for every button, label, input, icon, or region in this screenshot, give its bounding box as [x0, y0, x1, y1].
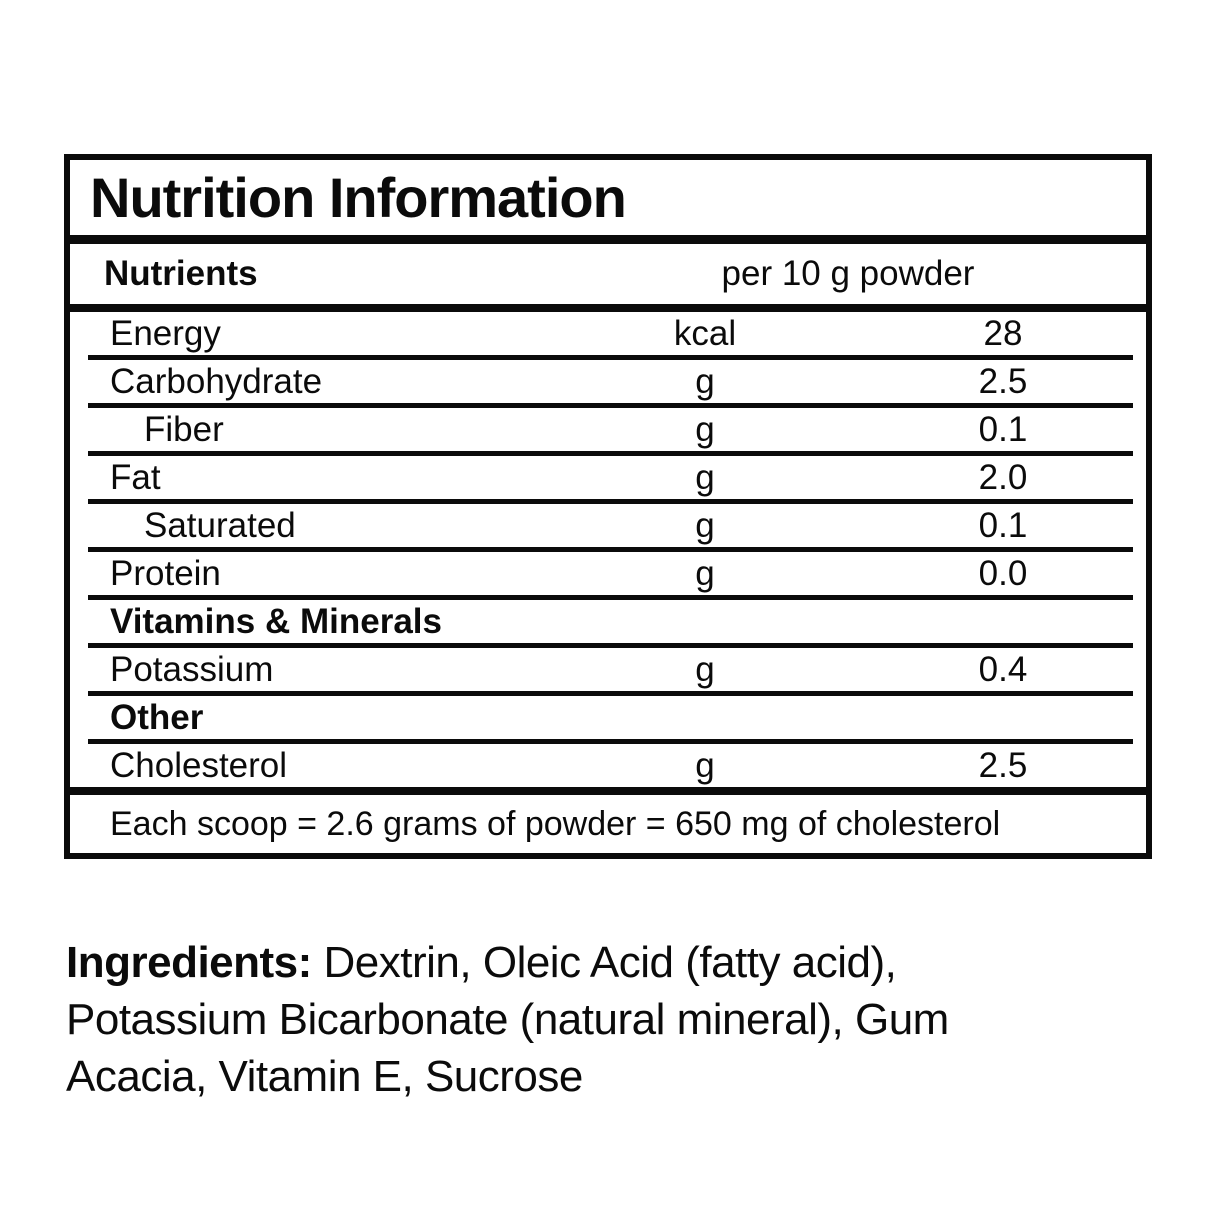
nutrient-label: Other	[110, 697, 204, 737]
nutrient-unit: g	[695, 457, 715, 497]
nutrient-label: Cholesterol	[110, 745, 288, 785]
nutrient-value: 2.0	[978, 457, 1028, 497]
header-per-serving: per 10 g powder	[721, 254, 975, 293]
title-row	[70, 160, 1146, 235]
nutrient-unit: g	[695, 409, 715, 449]
ingredients-list: Dextrin, Oleic Acid (fatty acid), Potassium Bicarbonate (natural mineral), Gum Acacia, Vitamin E, Sucrose	[66, 938, 949, 1101]
table-row	[70, 408, 1146, 451]
nutrient-value: 0.4	[978, 649, 1028, 689]
nutrient-label: Vitamins & Minerals	[110, 601, 442, 641]
title-separator-bar	[70, 235, 1146, 244]
nutrient-label: Protein	[110, 553, 221, 593]
header-separator-bar	[70, 304, 1146, 312]
section-row	[70, 600, 1146, 643]
nutrient-label: Potassium	[110, 649, 274, 689]
table-header-row	[70, 244, 1146, 304]
table-row	[70, 552, 1146, 595]
nutrient-value: 28	[983, 313, 1023, 353]
table-row	[70, 312, 1146, 355]
table-row	[70, 744, 1146, 787]
nutrient-label: Saturated	[144, 505, 296, 545]
table-row	[70, 648, 1146, 691]
nutrient-label: Fiber	[144, 409, 224, 449]
nutrient-rows	[70, 312, 1146, 787]
nutrient-unit: g	[695, 361, 715, 401]
nutrient-unit: g	[695, 745, 715, 785]
nutrient-unit: g	[695, 649, 715, 689]
ingredients-paragraph	[66, 934, 1016, 1105]
nutrient-unit: kcal	[673, 313, 737, 353]
table-row	[70, 504, 1146, 547]
nutrient-label: Fat	[110, 457, 161, 497]
nutrition-label-box	[64, 154, 1152, 859]
nutrient-value: 0.1	[978, 409, 1028, 449]
header-nutrients: Nutrients	[104, 254, 258, 293]
nutrient-unit: g	[695, 553, 715, 593]
nutrient-value: 0.1	[978, 505, 1028, 545]
scoop-footnote: Each scoop = 2.6 grams of powder = 650 mg of cholesterol	[110, 804, 1001, 843]
nutrient-label: Energy	[110, 313, 221, 353]
nutrient-value: 2.5	[978, 361, 1028, 401]
table-row	[70, 360, 1146, 403]
nutrient-label: Carbohydrate	[110, 361, 323, 401]
nutrient-value: 0.0	[978, 553, 1028, 593]
section-row	[70, 696, 1146, 739]
table-row	[70, 456, 1146, 499]
ingredients-heading: Ingredients:	[66, 938, 312, 987]
nutrient-value: 2.5	[978, 745, 1028, 785]
page-title: Nutrition Information	[90, 166, 626, 229]
nutrient-unit: g	[695, 505, 715, 545]
footer-separator-bar	[70, 787, 1146, 795]
